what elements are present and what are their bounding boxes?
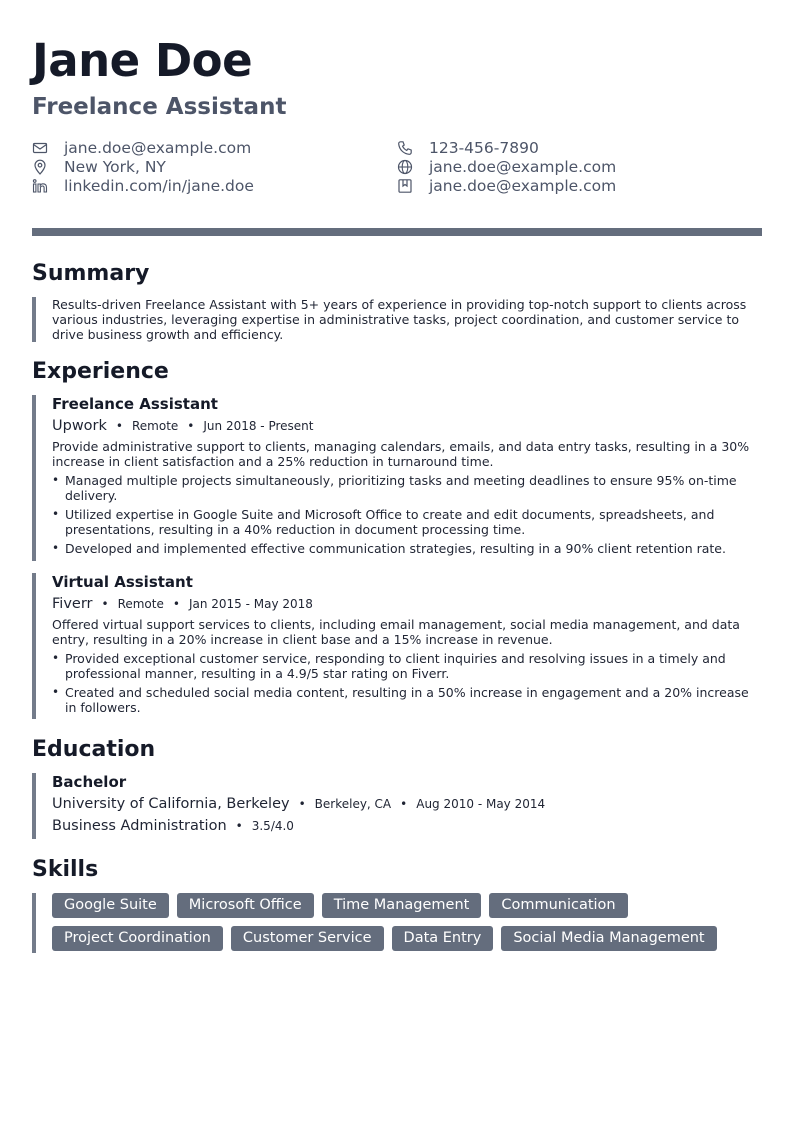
achievement-list bbox=[52, 473, 762, 556]
education-heading: Education bbox=[32, 737, 156, 762]
linkedin-icon bbox=[32, 178, 48, 194]
job-description: Provide administrative support to clients, managing calendars, emails, and data entry tasks, resulting in a 30% increase in client satisfaction and a 25% reduction in turnaround time. bbox=[52, 439, 750, 469]
contact-portfolio[interactable] bbox=[397, 176, 616, 195]
experience-item bbox=[32, 573, 762, 719]
contact-text: linkedin.com/in/jane.doe bbox=[64, 176, 254, 195]
education-meta bbox=[52, 796, 762, 813]
summary-heading: Summary bbox=[32, 261, 150, 286]
location-pin-icon bbox=[32, 159, 48, 175]
bullet-glyph: • bbox=[52, 541, 60, 555]
phone-icon bbox=[397, 140, 413, 156]
summary-block bbox=[32, 297, 762, 342]
experience-heading: Experience bbox=[32, 359, 169, 384]
contact-linkedin[interactable] bbox=[32, 176, 254, 195]
achievement-list bbox=[52, 651, 762, 715]
separator-dot: • bbox=[187, 419, 195, 433]
skill-chip-list bbox=[52, 893, 732, 951]
contact-text: jane.doe@example.com bbox=[64, 138, 252, 157]
job-title: Virtual Assistant bbox=[52, 573, 193, 591]
skill-chip: Data Entry bbox=[392, 926, 494, 951]
job-meta bbox=[52, 596, 762, 613]
list-item: • Provided exceptional customer service, responding to client inquiries and resolving issues in a timely and professional manner, resulting in a 4.9/5 star rating on Fiverr. bbox=[52, 651, 726, 681]
skill-chip: Time Management bbox=[322, 893, 482, 918]
skills-block bbox=[32, 893, 762, 953]
company-name: Upwork bbox=[52, 418, 107, 434]
skill-chip: Customer Service bbox=[231, 926, 384, 951]
education-field-row bbox=[52, 818, 762, 835]
separator-dot: • bbox=[172, 597, 180, 611]
job-meta bbox=[52, 418, 762, 435]
education-item bbox=[32, 773, 762, 839]
candidate-title: Freelance Assistant bbox=[32, 94, 287, 120]
globe-icon bbox=[397, 159, 413, 175]
separator-dot: • bbox=[298, 797, 306, 811]
job-location: Remote bbox=[131, 419, 179, 433]
contact-email[interactable] bbox=[32, 138, 251, 157]
job-location: Remote bbox=[117, 597, 164, 611]
bullet-glyph: • bbox=[52, 473, 60, 487]
email-icon bbox=[32, 140, 48, 156]
skill-chip: Microsoft Office bbox=[177, 893, 314, 918]
contact-website[interactable] bbox=[397, 157, 616, 176]
experience-item bbox=[32, 395, 762, 561]
bullet-glyph: • bbox=[52, 685, 60, 699]
skill-chip: Project Coordination bbox=[52, 926, 223, 951]
job-dates: Jun 2018 - Present bbox=[203, 419, 314, 433]
field-of-study: Business Administration bbox=[52, 818, 227, 834]
job-description: Offered virtual support services to clients, including email management, social media management, and data entry, resulting in a 20% increase in client base and a 15% increase in revenue. bbox=[52, 617, 740, 647]
separator-dot: • bbox=[235, 819, 243, 833]
education-dates: Aug 2010 - May 2014 bbox=[416, 797, 546, 811]
contact-phone[interactable] bbox=[397, 138, 539, 157]
school-location: Berkeley, CA bbox=[314, 797, 392, 811]
list-item: • Created and scheduled social media content, resulting in a 50% increase in engagement and a 20% increase in followers. bbox=[52, 685, 749, 715]
skills-heading: Skills bbox=[32, 857, 99, 882]
header-divider bbox=[32, 228, 762, 236]
degree: Bachelor bbox=[52, 773, 127, 791]
skill-chip: Social Media Management bbox=[501, 926, 716, 951]
job-title: Freelance Assistant bbox=[52, 395, 218, 413]
bookmark-icon bbox=[397, 178, 413, 194]
list-item: • Managed multiple projects simultaneously, prioritizing tasks and meeting deadlines to ensure 95% on-time delivery. bbox=[52, 473, 737, 503]
contact-location bbox=[32, 157, 166, 176]
bullet-glyph: • bbox=[52, 507, 60, 521]
summary-text: Results-driven Freelance Assistant with 5+ years of experience in providing top-notch support to clients across various industries, leveraging expertise in administrative tasks, project coordination, and customer service to drive business growth and efficiency. bbox=[52, 297, 747, 342]
gpa: 3.5/4.0 bbox=[251, 819, 294, 833]
skill-chip: Communication bbox=[489, 893, 627, 918]
school-name: University of California, Berkeley bbox=[52, 796, 290, 812]
separator-dot: • bbox=[101, 597, 109, 611]
list-item: • Utilized expertise in Google Suite and Microsoft Office to create and edit documents, spreadsheets, and presentations, resulting in a 40% reduction in document processing time. bbox=[52, 507, 715, 537]
separator-dot: • bbox=[115, 419, 123, 433]
bullet-glyph: • bbox=[52, 651, 60, 665]
company-name: Fiverr bbox=[52, 596, 93, 612]
candidate-name: Jane Doe bbox=[32, 34, 253, 87]
skill-chip: Google Suite bbox=[52, 893, 169, 918]
contact-text: jane.doe@example.com bbox=[429, 176, 617, 195]
contact-text: jane.doe@example.com bbox=[429, 157, 617, 176]
list-item: • Developed and implemented effective communication strategies, resulting in a 90% client retention rate. bbox=[52, 541, 726, 556]
job-dates: Jan 2015 - May 2018 bbox=[188, 597, 313, 611]
contact-text: 123-456-7890 bbox=[429, 138, 539, 157]
separator-dot: • bbox=[400, 797, 408, 811]
contact-text: New York, NY bbox=[64, 157, 166, 176]
